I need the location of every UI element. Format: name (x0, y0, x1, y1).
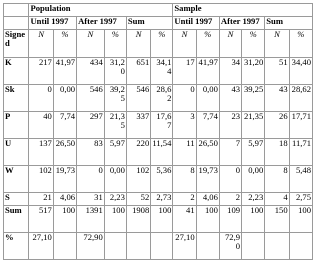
pop-cell: 34,14 (151, 58, 173, 85)
pop-cell: 0,00 (104, 166, 126, 193)
samp-cell: 0,00 (196, 85, 219, 112)
pop-cell: 27,10 (29, 233, 53, 260)
n-header: N (265, 30, 289, 58)
samp-cell: 0 (219, 166, 241, 193)
row-label: U (4, 139, 29, 166)
pop-cell: 5,97 (104, 139, 126, 166)
pop-cell: 19,73 (53, 166, 76, 193)
samp-cell: 41 (173, 206, 196, 233)
samp-cell: 0 (173, 85, 196, 112)
samp-cell: 26,50 (196, 139, 219, 166)
samp-cell: 17 (173, 58, 196, 85)
samp-sum-header: Sum (265, 17, 313, 30)
samp-cell: 150 (265, 206, 289, 233)
sample-header: Sample (173, 4, 313, 17)
samp-cell: 109 (219, 206, 241, 233)
row-label: K (4, 58, 29, 85)
pop-cell: 0 (77, 166, 105, 193)
pop-cell: 0 (29, 85, 53, 112)
samp-cell: 72,90 (219, 233, 241, 260)
pop-cell: 7,74 (53, 112, 76, 139)
samp-cell: 5,48 (289, 166, 312, 193)
samp-cell: 2,75 (289, 193, 312, 206)
pop-cell: 546 (126, 85, 150, 112)
pop-cell: 2,23 (104, 193, 126, 206)
n-header: N (29, 30, 53, 58)
samp-cell: 43 (265, 85, 289, 112)
empty-corner (4, 4, 29, 17)
table-row (4, 112, 313, 139)
pop-cell: 434 (77, 58, 105, 85)
pop-cell: 1391 (77, 206, 105, 233)
pop-after-1997-header: After 1997 (77, 17, 127, 30)
table-row (4, 193, 313, 206)
samp-cell: 0,00 (242, 166, 265, 193)
pop-cell: 31 (77, 193, 105, 206)
samp-cell: 18 (265, 139, 289, 166)
pop-until-1997-header: Until 1997 (29, 17, 77, 30)
n-header: N (173, 30, 196, 58)
pct-header: % (104, 30, 126, 58)
pop-cell: 102 (29, 166, 53, 193)
samp-cell: 28,62 (289, 85, 312, 112)
samp-cell: 5,97 (242, 139, 265, 166)
n-header: N (77, 30, 105, 58)
table-row (4, 58, 313, 85)
pop-cell: 83 (77, 139, 105, 166)
pop-cell: 297 (77, 112, 105, 139)
samp-cell: 4 (265, 193, 289, 206)
n-header: N (126, 30, 150, 58)
pct-header: % (53, 30, 76, 58)
samp-after-1997-header: After 1997 (219, 17, 264, 30)
pct-header: % (196, 30, 219, 58)
table-row (4, 85, 313, 112)
samp-cell: 2 (173, 193, 196, 206)
pop-cell: 72,90 (77, 233, 105, 260)
pop-cell: 651 (126, 58, 150, 85)
samp-cell: 2,23 (242, 193, 265, 206)
pop-cell: 337 (126, 112, 150, 139)
n-header: N (219, 30, 241, 58)
pop-cell: 546 (77, 85, 105, 112)
pop-cell: 17,67 (151, 112, 173, 139)
pop-cell: 517 (29, 206, 53, 233)
samp-cell: 11 (173, 139, 196, 166)
samp-cell: 8 (265, 166, 289, 193)
samp-cell (289, 233, 312, 260)
samp-cell: 100 (289, 206, 312, 233)
signed-header: Signed (4, 30, 29, 58)
samp-cell: 26 (265, 112, 289, 139)
pop-cell: 102 (126, 166, 150, 193)
samp-cell: 17,71 (289, 112, 312, 139)
row-label: % (4, 233, 29, 260)
row-label: Sk (4, 85, 29, 112)
pop-cell: 100 (151, 206, 173, 233)
samp-cell: 43 (219, 85, 241, 112)
samp-cell (265, 233, 289, 260)
samp-cell: 3 (173, 112, 196, 139)
samp-cell: 39,25 (242, 85, 265, 112)
samp-cell: 7,74 (196, 112, 219, 139)
table-row (4, 206, 313, 233)
samp-cell: 4,06 (196, 193, 219, 206)
pop-cell: 220 (126, 139, 150, 166)
samp-cell: 100 (196, 206, 219, 233)
row-label: Sum (4, 206, 29, 233)
samp-cell: 100 (242, 206, 265, 233)
samp-cell (196, 233, 219, 260)
samp-cell: 11,71 (289, 139, 312, 166)
pop-cell: 39,25 (104, 85, 126, 112)
samp-cell: 2 (219, 193, 241, 206)
pop-cell: 1908 (126, 206, 150, 233)
empty-corner-2 (4, 17, 29, 30)
pop-cell: 100 (53, 206, 76, 233)
pop-cell: 28,62 (151, 85, 173, 112)
samp-cell: 51 (265, 58, 289, 85)
row-label: P (4, 112, 29, 139)
pop-cell: 21 (29, 193, 53, 206)
pop-cell: 52 (126, 193, 150, 206)
samp-cell: 31,20 (242, 58, 265, 85)
pop-cell: 41,97 (53, 58, 76, 85)
table-row (4, 139, 313, 166)
pop-cell: 40 (29, 112, 53, 139)
pct-header: % (289, 30, 312, 58)
samp-cell: 27,10 (173, 233, 196, 260)
samp-cell: 41,97 (196, 58, 219, 85)
row-label: S (4, 193, 29, 206)
population-header: Population (29, 4, 173, 17)
pop-cell: 137 (29, 139, 53, 166)
samp-cell: 34,40 (289, 58, 312, 85)
samp-cell: 21,35 (242, 112, 265, 139)
pop-cell (126, 233, 150, 260)
pop-cell: 5,36 (151, 166, 173, 193)
row-label: W (4, 166, 29, 193)
samp-cell: 23 (219, 112, 241, 139)
pop-cell: 31,20 (104, 58, 126, 85)
pop-cell: 11,54 (151, 139, 173, 166)
samp-cell (242, 233, 265, 260)
pop-cell (104, 233, 126, 260)
pop-cell: 4,06 (53, 193, 76, 206)
pct-header: % (242, 30, 265, 58)
pop-cell (151, 233, 173, 260)
pop-cell: 0,00 (53, 85, 76, 112)
pop-cell (53, 233, 76, 260)
table-row (4, 233, 313, 260)
samp-cell: 7 (219, 139, 241, 166)
pop-cell: 21,35 (104, 112, 126, 139)
pop-cell: 2,73 (151, 193, 173, 206)
samp-cell: 19,73 (196, 166, 219, 193)
samp-until-1997-header: Until 1997 (173, 17, 220, 30)
pct-header: % (151, 30, 173, 58)
pop-cell: 100 (104, 206, 126, 233)
table-row (4, 166, 313, 193)
data-table (3, 3, 313, 260)
samp-cell: 34 (219, 58, 241, 85)
pop-cell: 217 (29, 58, 53, 85)
pop-sum-header: Sum (126, 17, 173, 30)
samp-cell: 8 (173, 166, 196, 193)
pop-cell: 26,50 (53, 139, 76, 166)
